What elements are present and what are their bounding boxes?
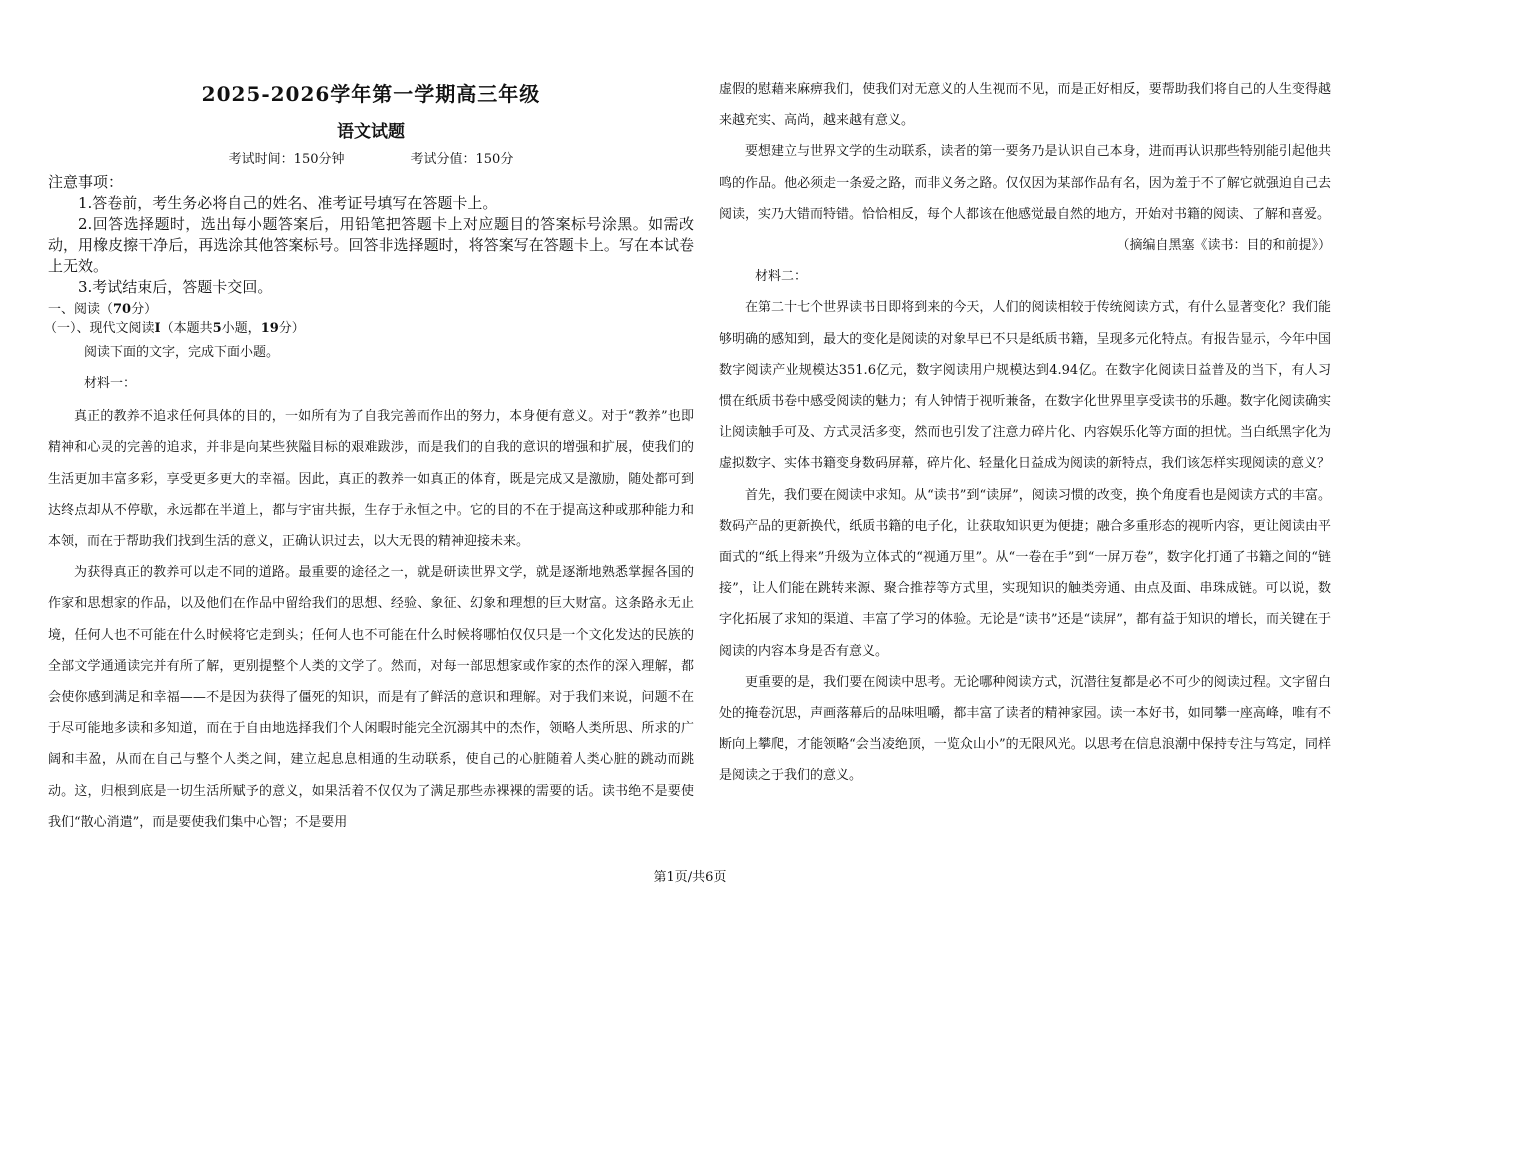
material1-paragraph-continued: 虚假的慰藉来麻痹我们，使我们对无意义的人生视而不见，而是正好相反，要帮助我们将自己的人生变得越来越充实、高尚，越来越有意义。 <box>719 82 1331 129</box>
page-number: 第1页/共6页 <box>653 870 727 885</box>
notes-title: 注意事项： <box>48 173 124 191</box>
subsection-heading: （一）、现代文阅读I（本题共5小题，19分） <box>44 321 305 336</box>
right-column <box>719 74 1331 792</box>
material2-paragraph: 更重要的是，我们要在阅读中思考。无论哪种阅读方式，沉潜往复都是必不可少的阅读过程。文字留白处的掩卷沉思，声画落幕后的品味咀嚼，都丰富了读者的精神家园。读一本好书，如同攀一座高峰，唯有不断向上攀爬，才能领略“会当凌绝顶，一览众山小”的无限风光。以思考在信息浪潮中保持专注与笃定，同样是阅读之于我们的意义。 <box>719 674 1331 784</box>
material1-paragraph: 要想建立与世界文学的生动联系，读者的第一要务乃是认识自己本身，进而再认识那些特别能引起他共鸣的作品。他必须走一条爱之路，而非义务之路。仅仅因为某部作品有名，因为羞于不了解它就强迫自己去阅读，实乃大错而特错。恰恰相反，每个人都该在他感觉最自然的地方，开始对书籍的阅读、了解和喜爱。 <box>719 144 1331 222</box>
note-item: 1.答卷前，考生务必将自己的姓名、准考证号填写在答题卡上。 <box>78 194 498 212</box>
material1-paragraph: 为获得真正的教养可以走不同的道路。最重要的途径之一，就是研读世界文学，就是逐渐地熟悉掌握各国的作家和思想家的作品，以及他们在作品中留给我们的思想、经验、象征、幻象和理想的巨大财富。这条路永无止境，任何人也不可能在什么时候将它走到头；任何人也不可能在什么时候将哪怕仅仅只是一个文化发达的民族的全部文学通通读完并有所了解，更别提整个人类的文学了。然而，对每一部思想家或作家的杰作的深入理解，都会使你感到满足和幸福——不是因为获得了僵死的知识，而是有了鲜活的意识和理解。对于我们来说，问题不在于尽可能地多读和多知道，而在于自由地选择我们个人闲暇时能完全沉溺其中的杰作，领略人类所思、所求的广阔和丰盈，从而在自己与整个人类之间，建立起息息相通的生动联系，使自己的心脏随着人类心脏的跳动而跳动。这，归根到底是一切生活所赋予的意义，如果活着不仅仅为了满足那些赤裸裸的需要的话。读书绝不是要使我们“散心消遣”，而是要使我们集中心智；不是要用 <box>48 565 694 830</box>
section-heading: 一、阅读（70分） <box>48 302 158 317</box>
instruction: 阅读下面的文字，完成下面小题。 <box>84 345 280 360</box>
material2-paragraph: 首先，我们要在阅读中求知。从“读书”到“读屏”，阅读习惯的改变，换个角度看也是阅读方式的丰富。数码产品的更新换代，纸质书籍的电子化，让获取知识更为便捷；融合多重形态的视听内容，更让阅读由平面式的“纸上得来”升级为立体式的“视通万里”。从“一卷在手”到“一屏万卷”，数字化打通了书籍之间的“链接”，让人们能在跳转来源、聚合推荐等方式里，实现知识的触类旁通、由点及面、串珠成链。可以说，数字化拓展了求知的渠道、丰富了学习的体验。无论是“读书”还是“读屏”，都有益于知识的增长，而关键在于阅读的内容本身是否有意义。 <box>719 487 1331 659</box>
material1-paragraph: 真正的教养不追求任何具体的目的，一如所有为了自我完善而作出的努力，本身便有意义。对于“教养”也即精神和心灵的完善的追求，并非是向某些狭隘目标的艰难跋涉，而是我们的自我的意识的增强和扩展，使我们的生活更加丰富多彩，享受更多更大的幸福。因此，真正的教养一如真正的体育，既是完成又是激励，随处都可到达终点却从不停歇，永远都在半道上，都与宇宙共振，生存于永恒之中。它的目的不在于提高这种或那种能力和本领，而在于帮助我们找到生活的意义，正确认识过去，以大无畏的精神迎接未来。 <box>48 409 694 550</box>
exam-time: 考试时间：150分钟 <box>228 152 345 167</box>
exam-meta <box>48 150 694 170</box>
page-title: 2025-2026学年第一学期高三年级 <box>201 82 541 106</box>
material2-paragraph: 在第二十七个世界读书日即将到来的今天，人们的阅读相较于传统阅读方式，有什么显著变化？我们能够明确的感知到，最大的变化是阅读的对象早已不只是纸质书籍，呈现多元化特点。有报告显示，今年中国数字阅读产业规模达351.6亿元，数字阅读用户规模达到4.94亿。在数字化阅读日益普及的当下，有人习惯在纸质书卷中感受阅读的魅力；有人钟情于视听兼备，在数字化世界里享受读书的乐趣。数字化阅读确实让阅读触手可及、方式灵活多变，然而也引发了注意力碎片化、内容娱乐化等方面的担忧。当白纸黑字化为虚拟数字、实体书籍变身数码屏幕，碎片化、轻量化日益成为阅读的新特点，我们该怎样实现阅读的意义？ <box>719 300 1331 472</box>
page-subtitle: 语文试题 <box>337 122 405 142</box>
exam-score: 考试分值：150分 <box>410 152 514 167</box>
note-item: 3.考试结束后，答题卡交回。 <box>78 278 273 296</box>
material2-label: 材料二： <box>755 269 808 285</box>
left-column <box>44 78 694 838</box>
material1-label: 材料一： <box>84 376 137 391</box>
note-item: 2.回答选择题时，选出每小题答案后，用铅笔把答题卡上对应题目的答案标号涂黑。如需改动，用橡皮擦干净后，再选涂其他答案标号。回答非选择题时，将答案写在答题卡上。写在本试卷上无效。 <box>48 215 694 275</box>
material1-source: （摘编自黑塞《读书：目的和前提》） <box>1116 238 1331 254</box>
